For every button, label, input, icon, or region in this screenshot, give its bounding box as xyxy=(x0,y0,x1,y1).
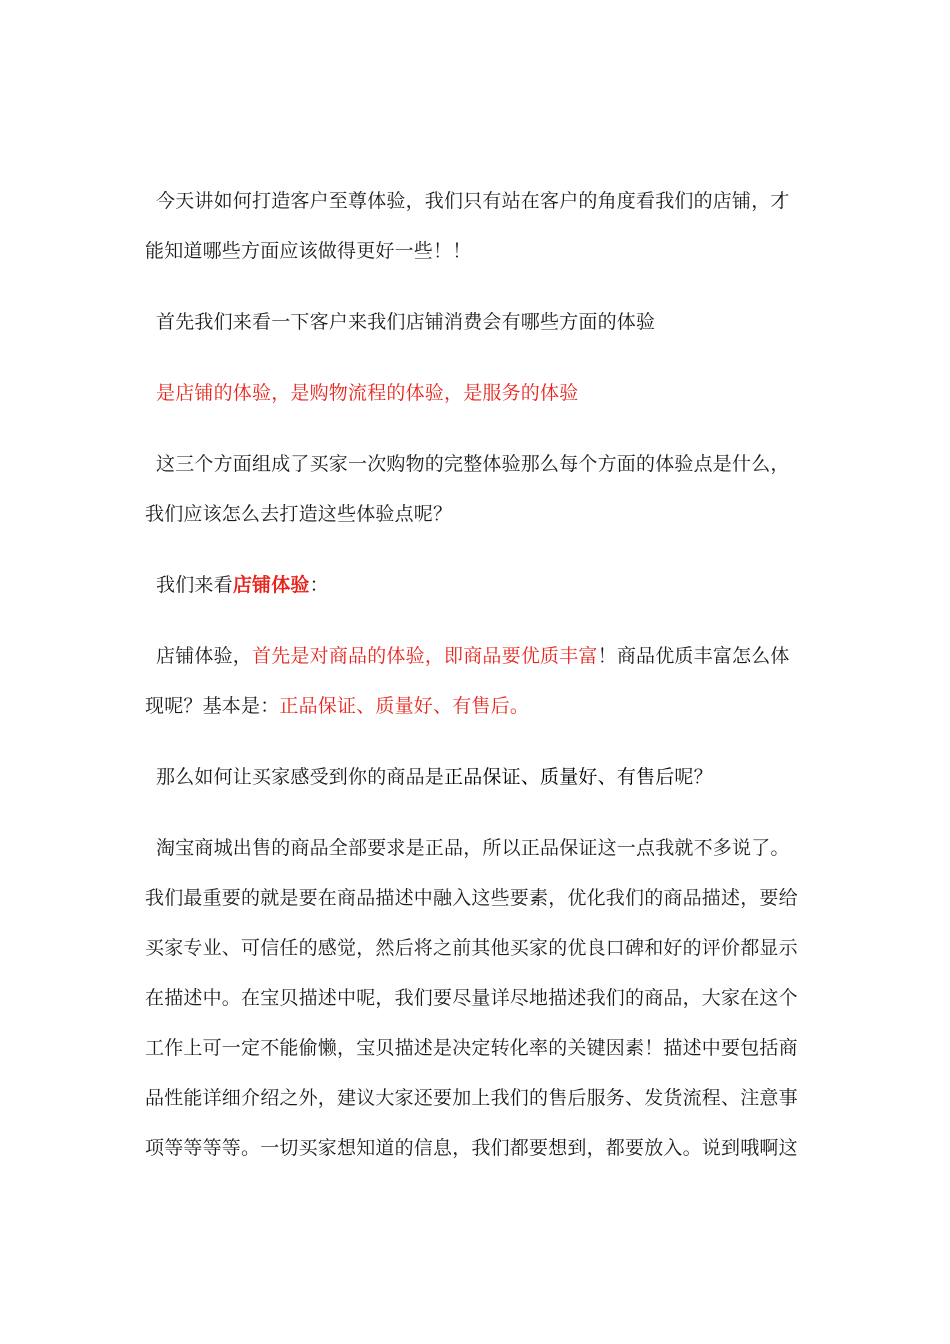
text-segment: ： xyxy=(309,574,329,596)
text-segment: 呢？ xyxy=(674,766,713,788)
paragraph-experience-question: 首先我们来看一下客户来我们店铺消费会有哪些方面的体验 xyxy=(156,311,656,333)
text-segment: ！商品优质丰富怎么体现呢？基本是： xyxy=(145,645,790,717)
store-experience-highlight: 店铺体验 xyxy=(232,574,310,596)
text-segment: 店铺体验， xyxy=(156,645,253,667)
paragraph-intro: 今天讲如何打造客户至尊体验，我们只有站在客户的角度看我们的店铺，才能知道哪些方面应该做得更好一些！！ xyxy=(145,190,790,262)
document-body xyxy=(145,176,800,1173)
paragraph-store-experience xyxy=(145,631,800,731)
paragraph-three-aspects: 这三个方面组成了买家一次购物的完整体验那么每个方面的体验点是什么，我们应该怎么去打造这些体验点呢？ xyxy=(145,453,790,525)
product-experience-highlight: 首先是对商品的体验，即商品要优质丰富 xyxy=(252,645,598,667)
paragraph-store-experience-heading xyxy=(145,560,800,610)
text-segment: 我们来看 xyxy=(156,574,233,596)
text-segment: 。 xyxy=(509,695,530,717)
quality-guarantee-highlight: 正品保证、质量好、有售后 xyxy=(279,695,510,717)
text-segment: 那么如何让买家感受到你的商品是 xyxy=(156,766,445,788)
quality-guarantee-emphasis: 正品保证、质量好、有售后 xyxy=(444,766,675,788)
paragraph-how-to-convey xyxy=(145,752,800,802)
paragraph-product-description: 淘宝商城出售的商品全部要求是正品，所以正品保证这一点我就不多说了。我们最重要的就是要在商品描述中融入这些要素，优化我们的商品描述，要给买家专业、可信任的感觉，然后将之前其他买家的优良口碑和好的评价都显示在描述中。在宝贝描述中呢，我们要尽量详尽地描述我们的商品，大家在这个工作上可一定不能偷懒，宝贝描述是决定转化率的关键因素！描述中要包括商品性能详细介绍之外，建议大家还要加上我们的售后服务、发货流程、注意事项等等等等。一切买家想知道的信息，我们都要想到，都要放入。说到哦啊这 xyxy=(145,837,798,1159)
paragraph-experience-types: 是店铺的体验，是购物流程的体验，是服务的体验 xyxy=(156,382,579,404)
